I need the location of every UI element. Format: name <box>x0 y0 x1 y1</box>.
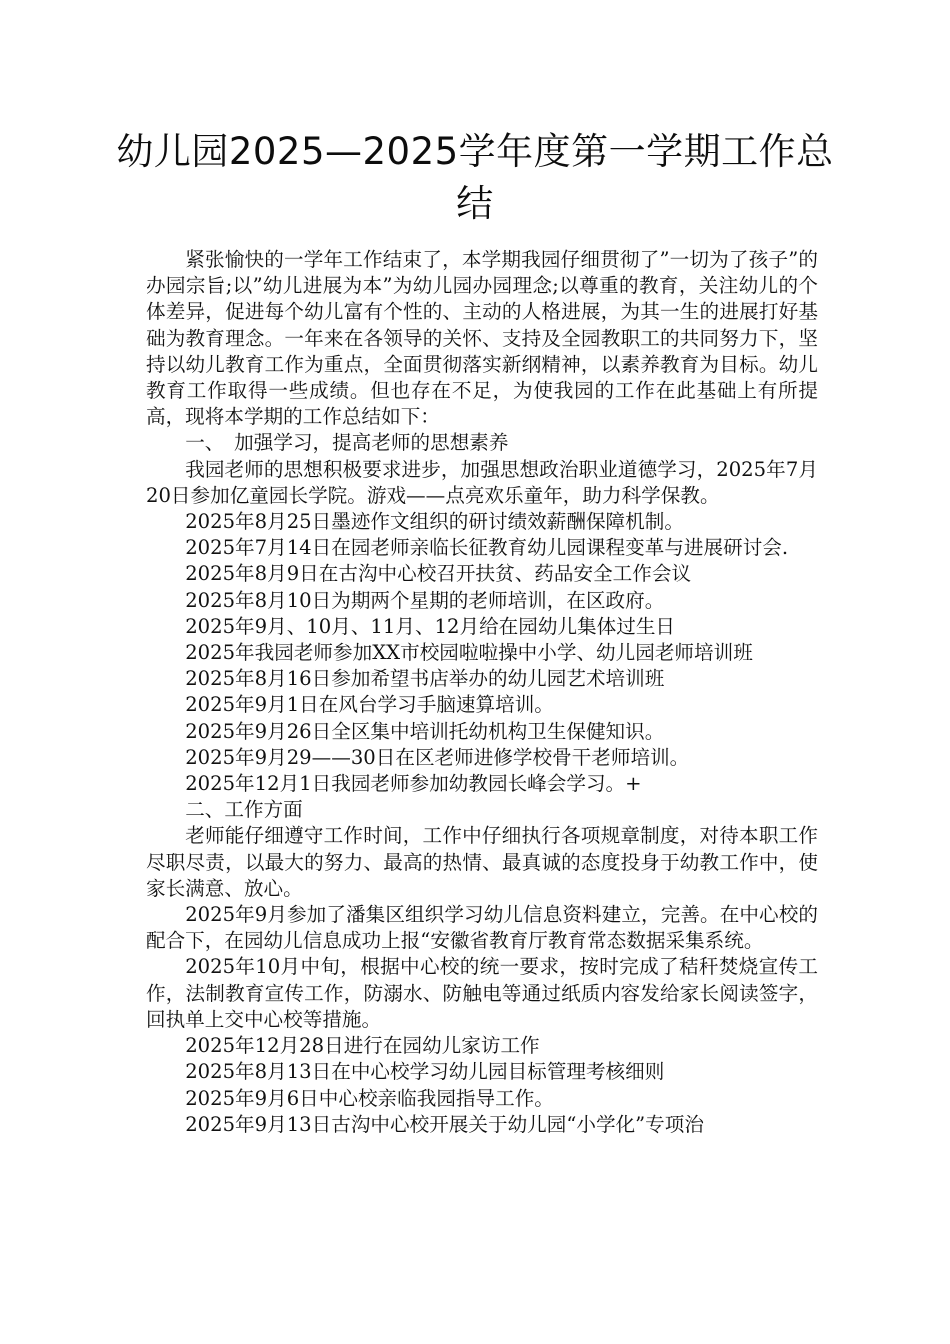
body-paragraph: 2025年10月中旬，根据中心校的统一要求，按时完成了秸秆焚烧宣传工作，法制教育宣传工作，防溺水、防触电等通过纸质内容发给家长阅读签字，回执单上交中心校等措施。 <box>146 955 818 1031</box>
body-paragraph: 2025年我园老师参加XX市校园啦啦操中小学、幼儿园老师培训班 <box>185 641 753 665</box>
body-paragraph: 2025年8月10日为期两个星期的老师培训，在区政府。 <box>185 588 665 612</box>
body-paragraph: 2025年8月13日在中心校学习幼儿园目标管理考核细则 <box>185 1060 665 1084</box>
body-paragraph: 老师能仔细遵守工作时间，工作中仔细执行各项规章制度，对待本职工作尽职尽责，以最大的努力、最高的热情、最真诚的态度投身于幼教工作中，使家长满意、放心。 <box>146 824 818 900</box>
body-paragraph: 2025年8月25日墨迹作文组织的研讨绩效薪酬保障机制。 <box>185 510 684 534</box>
body-paragraph: 2025年12月28日进行在园幼儿家访工作 <box>185 1034 540 1058</box>
body-paragraph: 紧张愉快的一学年工作结束了，本学期我园仔细贯彻了”一切为了孩子”的办园宗旨;以”幼儿进展为本”为幼儿园办园理念;以尊重的教育，关注幼儿的个体差异，促进每个幼儿富有个性的、主动的人格进展，为其一生的进展打好基础为教育理念。一年来在各领导的关怀、支持及全园教职工的共同努力下，坚持以幼儿教育工作为重点，全面贯彻落实新纲精神，以素养教育为目标。幼儿教育工作取得一些成绩。但也存在不足，为使我园的工作在此基础上有所提高，现将本学期的工作总结如下： <box>146 248 818 429</box>
body-paragraph: 2025年9月参加了潘集区组织学习幼儿信息资料建立，完善。在中心校的配合下，在园幼儿信息成功上报“安徽省教育厅教育常态数据采集系统。 <box>146 903 818 953</box>
body-paragraph: 我园老师的思想积极要求进步，加强思想政治职业道德学习，2025年7月20日参加亿童园长学院。游戏——点亮欢乐童年，助力科学保教。 <box>146 457 818 507</box>
document-body <box>146 247 818 1138</box>
body-paragraph: 2025年8月16日参加希望书店举办的幼儿园艺术培训班 <box>185 667 665 691</box>
section-heading: 二、工作方面 <box>185 798 303 822</box>
body-paragraph: 2025年9月13日古沟中心校开展关于幼儿园“小学化”专项治 <box>185 1112 704 1136</box>
body-paragraph: 2025年9月、10月、11月、12月给在园幼儿集体过生日 <box>185 614 676 638</box>
document-title: 幼儿园2025—2025学年度第一学期工作总结 <box>116 130 834 225</box>
body-paragraph: 2025年9月6日中心校亲临我园指导工作。 <box>185 1086 554 1110</box>
body-paragraph: 2025年9月1日在风台学习手脑速算培训。 <box>185 693 554 717</box>
body-paragraph: 2025年12月1日我园老师参加幼教园长峰会学习。+ <box>185 772 642 796</box>
body-paragraph: 2025年9月29——30日在区老师进修学校骨干老师培训。 <box>185 745 690 769</box>
body-paragraph: 2025年9月26日全区集中培训托幼机构卫生保健知识。 <box>185 719 665 743</box>
body-paragraph: 2025年7月14日在园老师亲临长征教育幼儿园课程变革与进展研讨会. <box>185 536 789 560</box>
section-heading: 一、 加强学习，提高老师的思想素养 <box>185 431 509 455</box>
body-paragraph: 2025年8月9日在古沟中心校召开扶贫、药品安全工作会议 <box>185 562 692 586</box>
